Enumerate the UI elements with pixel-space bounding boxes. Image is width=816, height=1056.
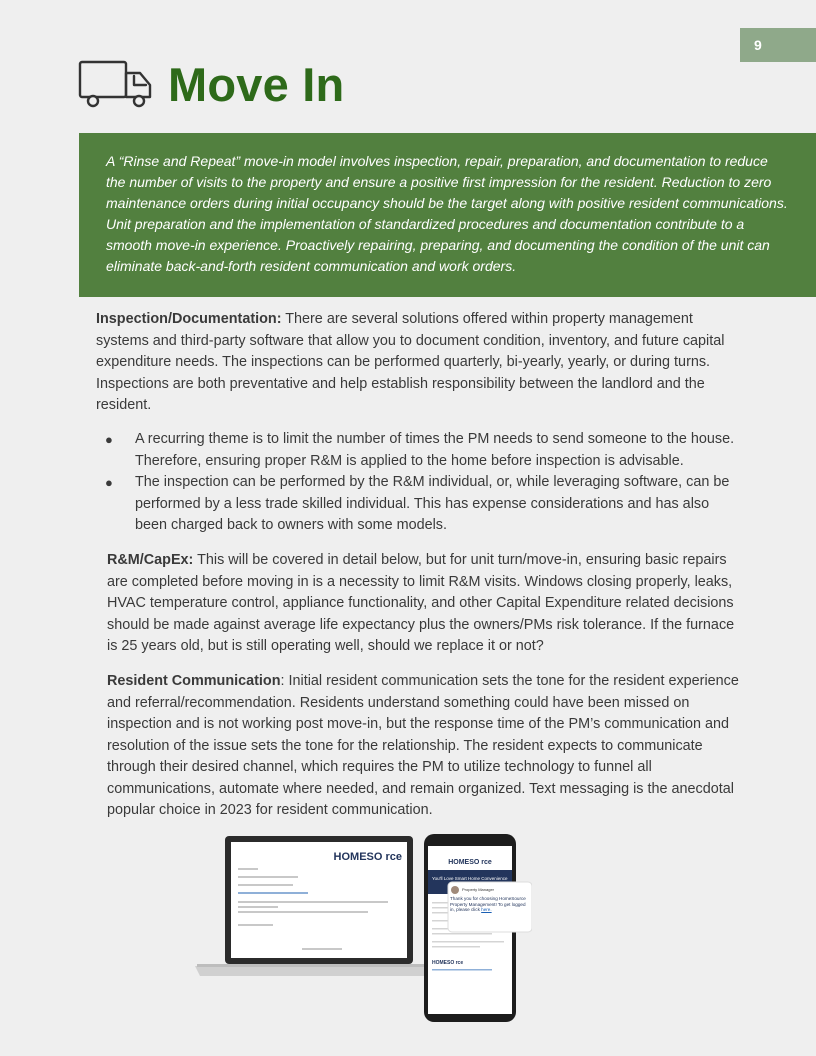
resident-paragraph — [107, 671, 741, 822]
resident-body: : Initial resident communication sets the tone for the resident experience and referral/recommendation. Residents understand something could have been missed on inspection and is not working post move-in, but the response time of the PM’s communication and resolution of the issue sets the tone for the relationship. The resident expects to communicate through their desired channel, which requires the PM to utilize technology to funnel all communications, automate where needed, and remain organized. Text messaging is the anecdotal popular choice in 2023 for resident communication. — [107, 672, 739, 819]
page-title: Move In — [168, 57, 345, 111]
capex-heading: R&M/CapEx: — [107, 551, 194, 568]
laptop-brand: HOMESO rce — [333, 851, 402, 863]
inspection-body: There are several solutions offered within property management systems and third-party software that allow you to document condition, inventory, and future capital expenditure needs. The inspections can be performed quarterly, bi-yearly, yearly, or during turns. Inspections are both preventative and help establish responsibility between the landlord and the resident. — [96, 311, 725, 414]
bullet-icon: ● — [105, 475, 113, 491]
truck-icon — [78, 59, 154, 109]
section-header — [78, 56, 344, 112]
intro-callout: A “Rinse and Repeat” move-in model involves inspection, repair, preparation, and documentation to reduce the number of visits to the property and ensure a positive first impression for the resident. Reduction to zero maintenance orders during initial occupancy should be the target along with positive resident communications. Unit preparation and the implementation of standardized procedures and documentation contribute to a smooth move-in experience. Proactively repairing, preparing, and documenting the condition of the unit can eliminate back-and-forth resident communication and work orders. — [79, 133, 816, 297]
main-content — [96, 309, 741, 822]
chat-link: here. — [481, 907, 492, 913]
inspection-heading: Inspection/Documentation: — [96, 311, 282, 327]
chat-message: Thank you for choosing HomeSource Property Management! To get logged in, please click — [450, 896, 526, 913]
page-number: 9 — [740, 28, 816, 62]
phone-heading: You'll Love Smart Home Convenience — [432, 876, 508, 881]
capex-body: This will be covered in detail below, but for unit turn/move-in, ensuring basic repairs are completed before moving in is a necessity to limit R&M visits. Windows closing properly, leaks, HVAC temperature control, appliance functionality, and other Capital Expenditure related decisions should be made against average life expectancy plus the owners/PMs risk tolerance. If the furnace is 25 years old, but is still operating well, should we replace it or not? — [107, 551, 735, 655]
list-item: ● A recurring theme is to limit the number of times the PM needs to send someone to the house. Therefore, ensuring proper R&M is applied to the home before inspection is advisable. — [105, 430, 735, 469]
device-mockup-image — [192, 830, 532, 1030]
chat-sender: Property Manager — [462, 887, 495, 892]
list-item: ● The inspection can be performed by the R&M individual, or, while leveraging software, can be performed by a less trade skilled individual. This has expense considerations and has also been charged back to owners with some models. — [105, 474, 730, 534]
capex-paragraph — [107, 550, 741, 658]
bullet-icon: ● — [105, 431, 113, 447]
inspection-paragraph — [96, 309, 741, 417]
phone-footer-brand: HOMESO rce — [432, 960, 464, 966]
phone-brand: HOMESO rce — [448, 859, 492, 866]
inspection-bullets — [105, 429, 741, 537]
resident-heading: Resident Communication — [107, 672, 281, 689]
